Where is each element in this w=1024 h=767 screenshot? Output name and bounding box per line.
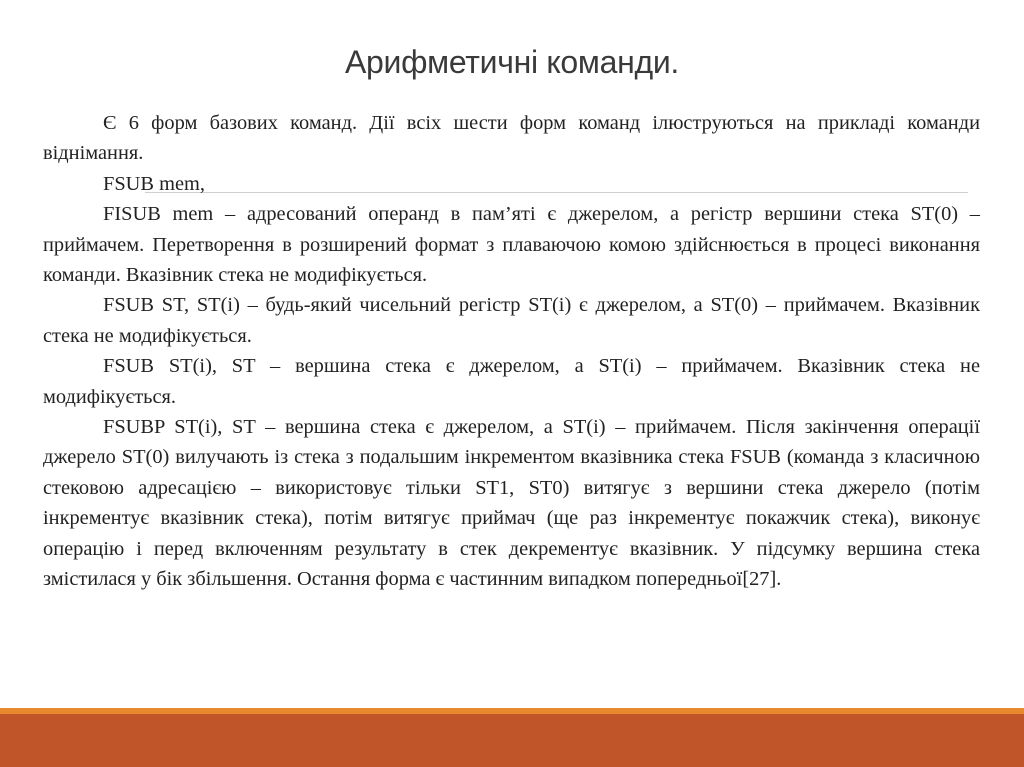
paragraph-fsub-mem: FSUB mem, [103, 172, 205, 195]
paragraph-fsub-sti-st: FSUB ST(i), ST – вершина стека є джерелом, а ST(i) – приймачем. Вказівник стека не модифікується. [43, 355, 980, 408]
paragraph-fsubp: FSUBP ST(i), ST – вершина стека є джерелом, а ST(i) – приймачем. Після закінчення операції джерело ST(0) вилучають із стека з подальшим інкрементом вказівника стека FSUB (команда з класичною стековою адресацією – використовує тільки ST1, ST0) витягує з вершини стека джерело (потім інкрементує вказівник стека), потім витягує приймач (ще раз інкрементує покажчик стека), виконує операцію і перед включенням результату в стек декрементує вказівник. У підсумку вершина стека змістилася у бік збільшення. Остання форма є частинним випадком попередньої[27]. [43, 416, 980, 591]
slide-body [43, 108, 980, 595]
paragraph-intro: Є 6 форм базових команд. Дії всіх шести форм команд ілюструються на прикладі команди віднімання. [43, 112, 980, 165]
slide-title: Арифметичні команди. [344, 44, 680, 80]
footer-band [0, 714, 1024, 767]
paragraph-fsub-st-sti: FSUB ST, ST(i) – будь-який чисельний регістр ST(i) є джерелом, а ST(0) – приймачем. Вказівник стека не модифікується. [43, 294, 980, 347]
paragraph-fisub-mem: FISUB mem – адресований операнд в пам’яті є джерелом, а регістр вершини стека ST(0) – приймачем. Перетворення в розширений формат з плаваючою комою здійснюється в процесі виконання команди. Вказівник стека не модифікується. [43, 203, 980, 287]
